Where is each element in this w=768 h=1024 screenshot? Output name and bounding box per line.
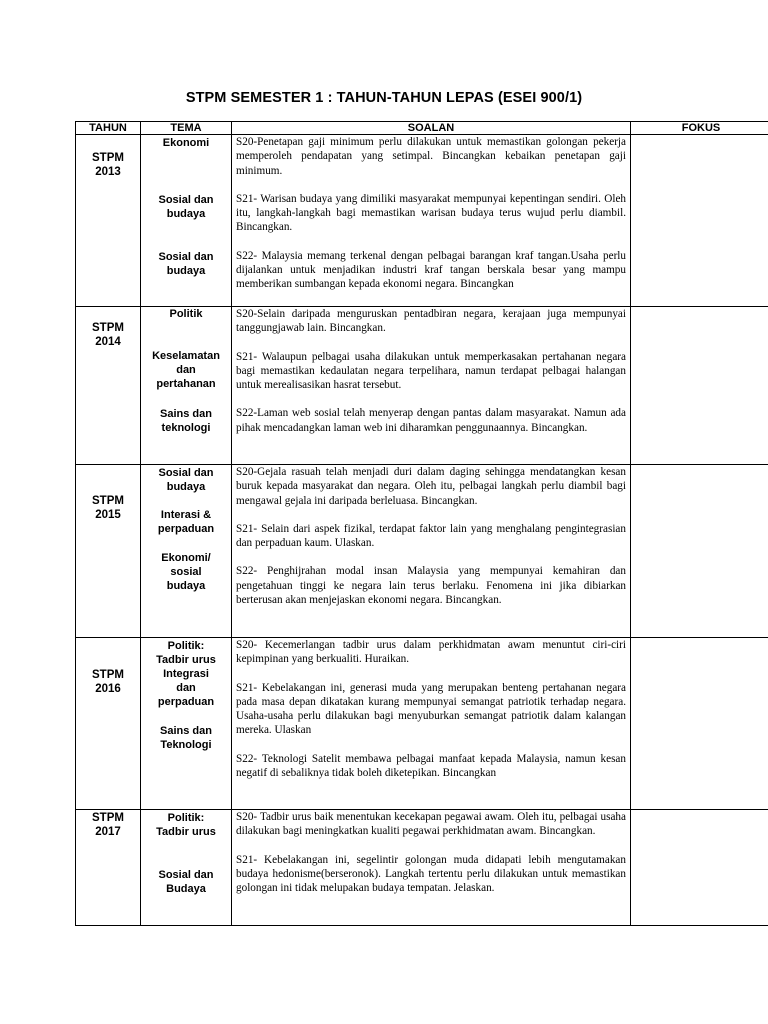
year-label: STPM: [92, 495, 124, 507]
tema-item: dan: [176, 682, 196, 694]
year-cell: [76, 810, 141, 926]
table-row: [76, 135, 768, 307]
header-soalan: SOALAN: [232, 122, 631, 135]
question-text: S21- Selain dari aspek fizikal, terdapat faktor lain yang menghalang pengintegrasian dan perpaduan kaum. Ulaskan.: [236, 522, 626, 550]
tema-item: Tadbir urus: [156, 654, 216, 666]
fokus-cell: [631, 638, 768, 810]
tema-item: teknologi: [161, 422, 211, 434]
tema-item: Integrasi: [163, 668, 209, 680]
tema-item: Tadbir urus: [156, 826, 216, 838]
table-row: [76, 465, 768, 638]
tema-cell: [141, 135, 232, 307]
question-text: S21- Kebelakangan ini, generasi muda yang merupakan benteng pertahanan negara pada masa depan dikatakan kurang mempunyai semangat patriotik terhadap negara. Usaha-usaha perlu dilakukan bagi menyuburkan semangat patriotik dalam kalangan mereka. Ulaskan: [236, 681, 626, 737]
tema-item: budaya: [166, 208, 206, 220]
year-label: STPM: [92, 152, 124, 164]
question-text: S20- Kecemerlangan tadbir urus dalam perkhidmatan awam menuntut ciri-ciri kepimpinan yang berkualiti. Huraikan.: [236, 639, 626, 666]
question-text: S22-Laman web sosial telah menyerap dengan pantas dalam masyarakat. Namun ada pihak mencadangkan laman web ini diharamkan penggunaannya. Bincangkan.: [236, 407, 626, 434]
soalan-cell: [232, 307, 631, 465]
soalan-cell: [232, 135, 631, 307]
tema-item: Sosial dan: [158, 869, 214, 881]
exam-table: [75, 121, 768, 926]
tema-item: Sosial dan: [158, 467, 214, 479]
tema-item: Ekonomi: [162, 137, 210, 149]
year-cell: [76, 638, 141, 810]
table-row: [76, 810, 768, 926]
question-text: S21- Walaupun pelbagai usaha dilakukan untuk memperkasakan pertahanan negara bagi memastikan kedaulatan negara terpelihara, namun terdapat pelbagai halangan untuk merealisasikan hasrat tersebut.: [236, 350, 626, 392]
soalan-cell: [232, 810, 631, 926]
header-tahun: TAHUN: [76, 122, 141, 135]
question-text: S21- Kebelakangan ini, segelintir golongan muda didapati lebih mengutamakan budaya hedonisme(berseronok). Langkah tertentu perlu dilakukan untuk memastikan golongan ini tidak melupakan budaya tempatan. Jelaskan.: [236, 853, 626, 895]
question-text: S22- Malaysia memang terkenal dengan pelbagai barangan kraf tangan.Usaha perlu dijalankan untuk menjadikan industri kraf tangan berskala besar yang mampu memberikan sumbangan kepada ekonomi negara. Bincangkan: [236, 249, 626, 291]
tema-item: budaya: [166, 580, 206, 592]
question-text: S20- Tadbir urus baik menentukan kecekapan pegawai awam. Oleh itu, pelbagai usaha dilakukan bagi meningkatkan kualiti pegawai perkhidmatan awam. Bincangkan.: [236, 811, 626, 838]
soalan-cell: [232, 638, 631, 810]
tema-item: perpaduan: [157, 696, 215, 708]
tema-item: sosial: [170, 566, 202, 578]
question-text: S20-Penetapan gaji minimum perlu dilakukan untuk memastikan golongan pekerja memperoleh pendapatan yang setimpal. Bincangkan kebaikan penetapan gaji minimum.: [236, 136, 626, 177]
soalan-cell: [232, 465, 631, 638]
table-row: [76, 638, 768, 810]
tema-item: pertahanan: [156, 378, 216, 390]
tema-item: Sains dan: [160, 408, 212, 420]
tema-cell: [141, 810, 232, 926]
year-label: STPM: [92, 322, 124, 334]
year-cell: [76, 135, 141, 307]
header-tema: TEMA: [141, 122, 232, 135]
year-label: STPM: [92, 812, 124, 824]
tema-item: Budaya: [166, 883, 206, 895]
tema-cell: [141, 638, 232, 810]
tema-item: Sosial dan: [158, 194, 214, 206]
question-text: S21- Warisan budaya yang dimiliki masyarakat mempunyai kepentingan sendiri. Oleh itu, langkah-langkah bagi memastikan warisan budaya terus wujud perlu diambil. Bincangkan.: [236, 192, 626, 234]
tema-cell: [141, 465, 232, 638]
tema-cell: [141, 307, 232, 465]
tema-item: budaya: [166, 481, 206, 493]
tema-item: Teknologi: [160, 739, 212, 751]
year-value: 2015: [95, 509, 121, 521]
question-text: S22- Teknologi Satelit membawa pelbagai manfaat kepada Malaysia, namun kesan negatif di sebaliknya tidak boleh diketepikan. Bincangkan: [236, 752, 626, 780]
tema-item: Sains dan: [160, 725, 212, 737]
tema-item: Sosial dan: [158, 251, 214, 263]
year-value: 2013: [95, 166, 121, 178]
year-cell: [76, 465, 141, 638]
table-header-row: [76, 122, 768, 135]
fokus-cell: [631, 810, 768, 926]
year-value: 2014: [95, 336, 121, 348]
page-title: STPM SEMESTER 1 : TAHUN-TAHUN LEPAS (ESEI 900/1): [185, 90, 583, 106]
table-row: [76, 307, 768, 465]
tema-item: Politik: [169, 308, 203, 320]
year-label: STPM: [92, 669, 124, 681]
tema-item: dan: [176, 364, 196, 376]
question-text: S20-Gejala rasuah telah menjadi duri dalam daging sehingga mendatangkan kesan buruk kepada masyarakat dan negara. Oleh itu, pelbagai langkah perlu diambil bagi mengawal gejala ini daripada berleluasa. Bincangkan.: [236, 466, 626, 507]
tema-item: perpaduan: [157, 523, 215, 535]
question-text: S22- Penghijrahan modal insan Malaysia yang mempunyai kemahiran dan pengetahuan tinggi ke negara lain terus berlaku. Fenomena ini jika dibiarkan berterusan akan menjejaskan ekonomi negara. Bincangkan.: [236, 565, 626, 607]
tema-item: Ekonomi/: [161, 552, 211, 564]
year-cell: [76, 307, 141, 465]
tema-item: Politik:: [167, 812, 205, 824]
year-value: 2016: [95, 683, 121, 695]
tema-item: budaya: [166, 265, 206, 277]
header-fokus: FOKUS: [631, 122, 768, 135]
tema-item: Interasi &: [160, 509, 212, 521]
fokus-cell: [631, 135, 768, 307]
fokus-cell: [631, 307, 768, 465]
year-value: 2017: [95, 826, 121, 838]
tema-item: Keselamatan: [152, 350, 220, 362]
fokus-cell: [631, 465, 768, 638]
tema-item: Politik:: [167, 640, 205, 652]
question-text: S20-Selain daripada menguruskan pentadbiran negara, kerajaan juga mempunyai tanggungjawab lain. Bincangkan.: [236, 308, 626, 335]
